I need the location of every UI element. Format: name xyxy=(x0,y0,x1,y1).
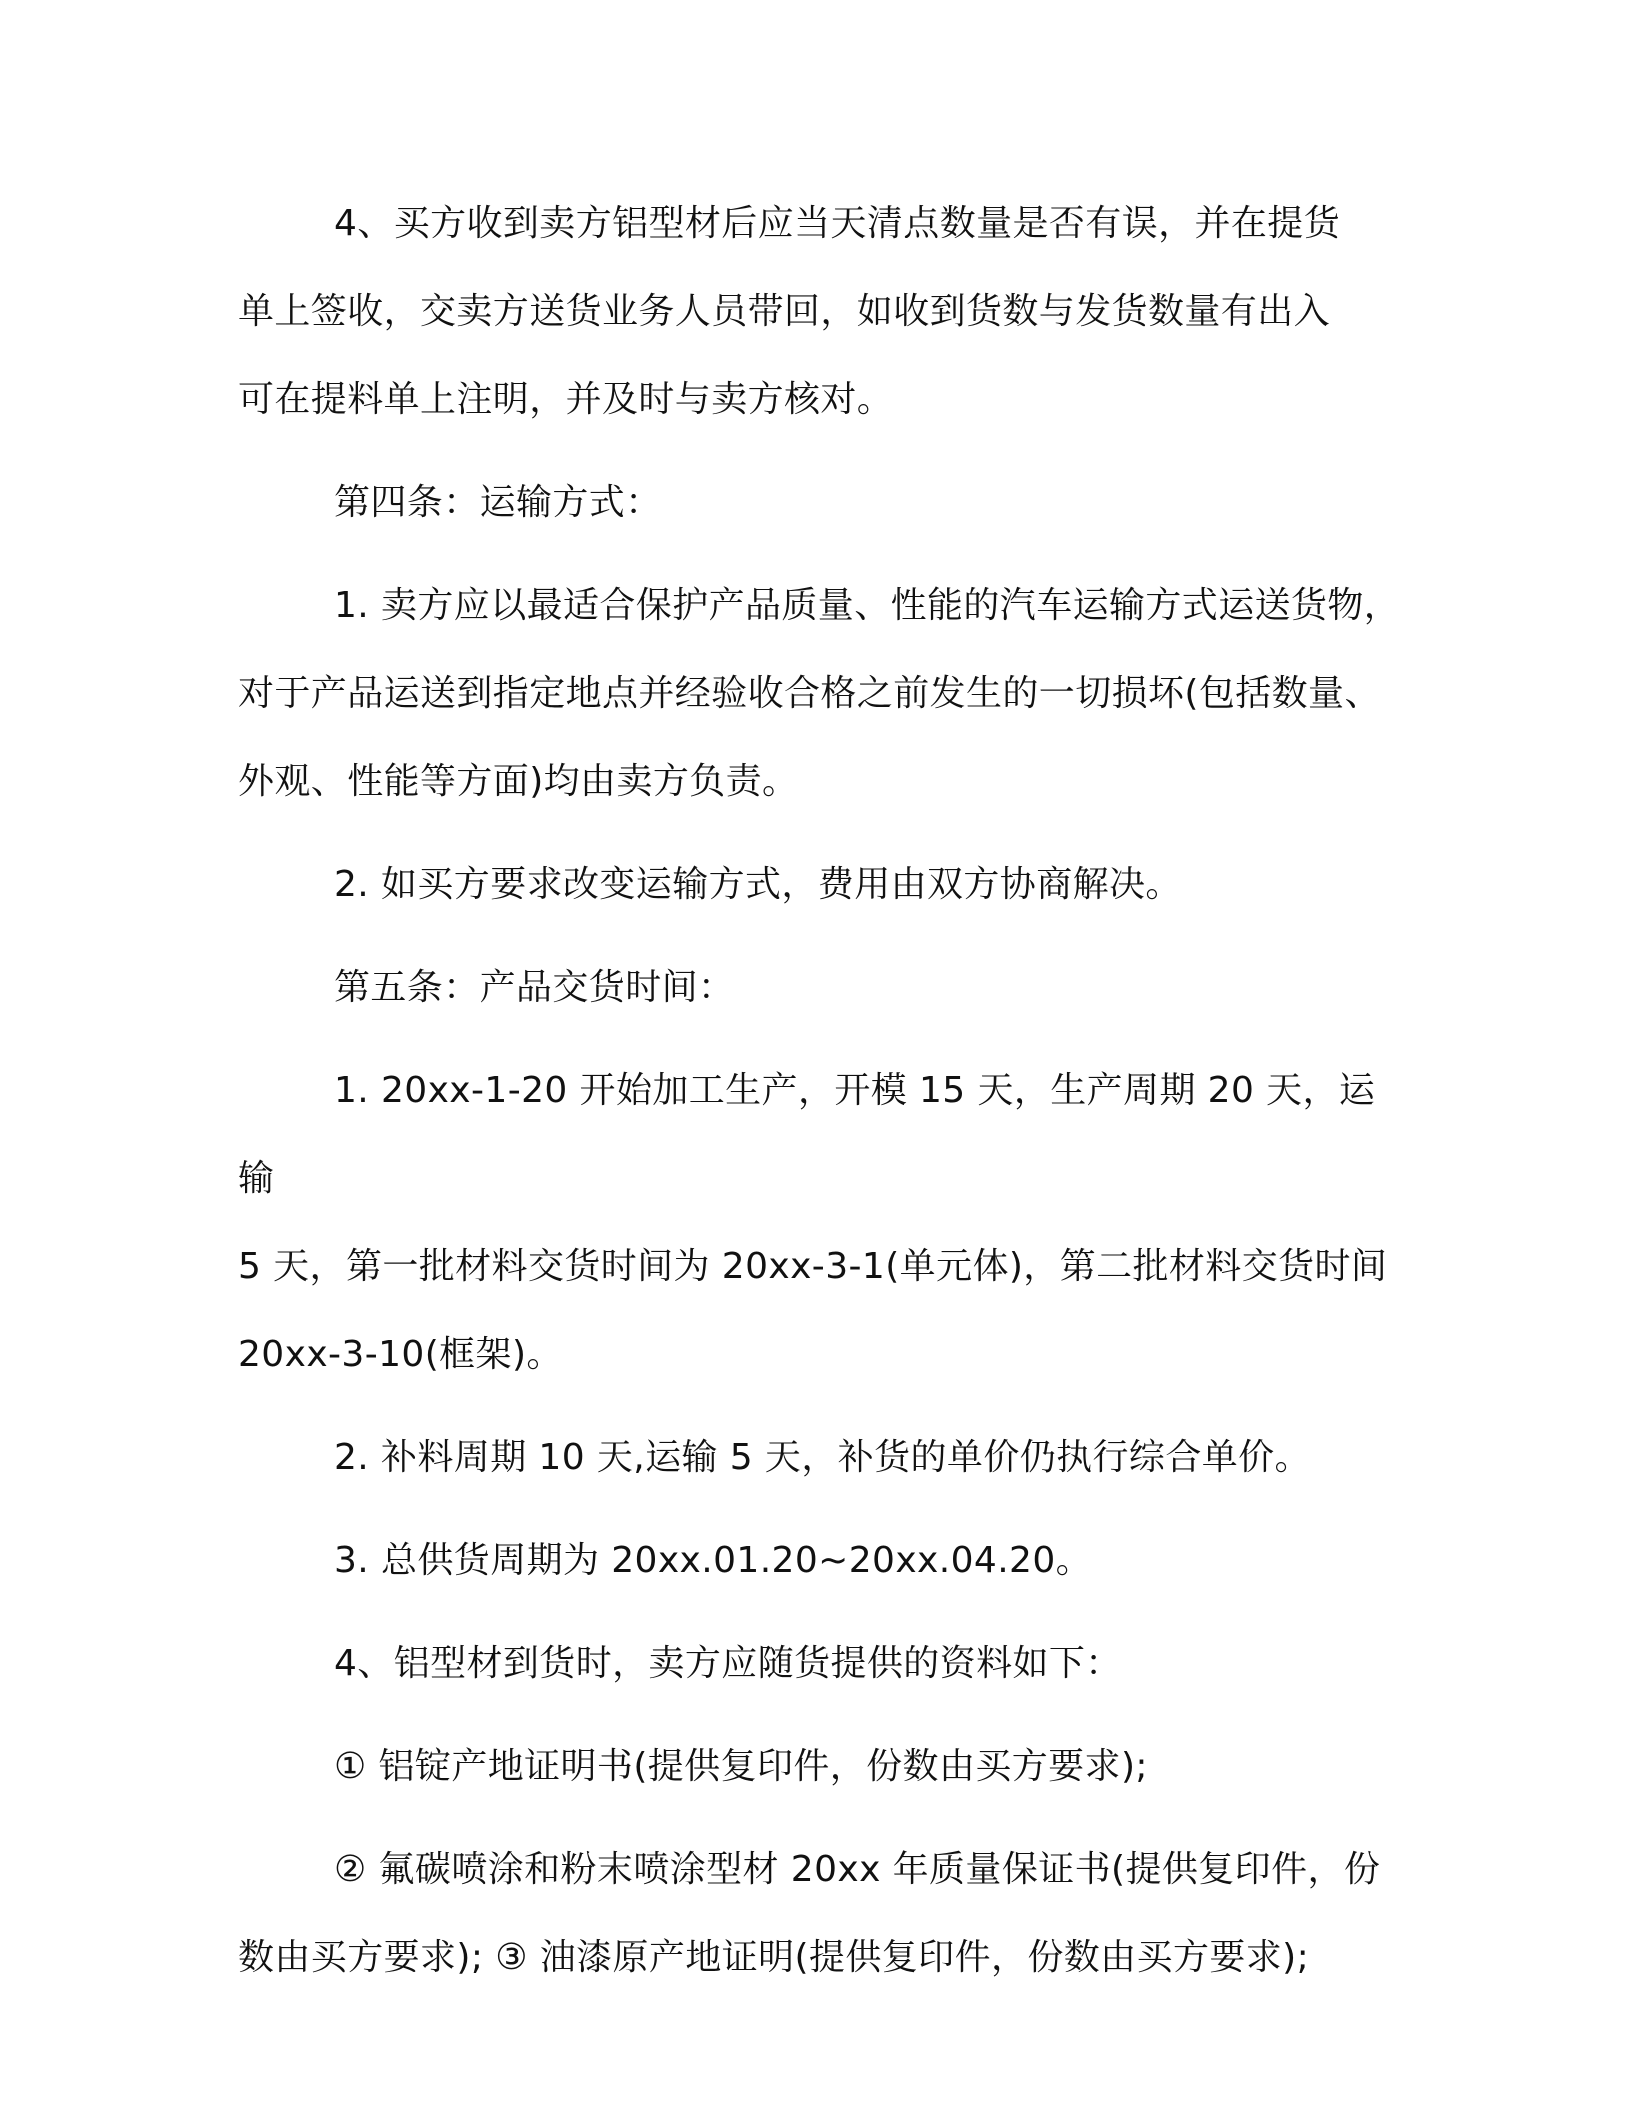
paragraph-delivery-4 xyxy=(238,1620,1408,1708)
text-line: 第四条：运输方式： xyxy=(334,482,662,523)
text-line: 4、买方收到卖方铝型材后应当天清点数量是否有误，并在提货 xyxy=(334,203,1341,244)
paragraph-delivery-1 xyxy=(238,1047,1408,1399)
text-line: ② 氟碳喷涂和粉末喷涂型材 20xx 年质量保证书(提供复印件，份 xyxy=(334,1849,1381,1890)
paragraph-transport-1 xyxy=(238,562,1408,826)
text-line: 4、铝型材到货时，卖方应随货提供的资料如下： xyxy=(334,1643,1122,1684)
paragraph-delivery-2 xyxy=(238,1414,1408,1502)
text-line: 20xx-3-10(框架)。 xyxy=(238,1334,563,1375)
text-line: ① 铝锭产地证明书(提供复印件，份数由买方要求); xyxy=(334,1746,1148,1787)
document-body xyxy=(238,180,1408,2017)
paragraph-delivery-3 xyxy=(238,1517,1408,1605)
text-line: 第五条：产品交货时间： xyxy=(334,967,735,1008)
text-line: 单上签收，交卖方送货业务人员带回，如收到货数与发货数量有出入 xyxy=(238,291,1331,332)
list-item-document-1 xyxy=(238,1723,1408,1811)
text-line: 5 天，第一批材料交货时间为 20xx-3-1(单元体)，第二批材料交货时间 xyxy=(238,1246,1388,1287)
text-line: 2. 补料周期 10 天,运输 5 天，补货的单价仍执行综合单价。 xyxy=(334,1437,1311,1478)
text-line: 1. 20xx-1-20 开始加工生产，开模 15 天，生产周期 20 天，运输 xyxy=(238,1070,1376,1199)
text-line: 2. 如买方要求改变运输方式，费用由双方协商解决。 xyxy=(334,864,1182,905)
list-item-document-2-3 xyxy=(238,1826,1408,2002)
text-line: 1. 卖方应以最适合保护产品质量、性能的汽车运输方式运送货物， xyxy=(334,585,1401,626)
text-line: 可在提料单上注明，并及时与卖方核对。 xyxy=(238,379,894,420)
paragraph-transport-2 xyxy=(238,841,1408,929)
paragraph-receipt-check xyxy=(238,180,1408,444)
text-line: 3. 总供货周期为 20xx.01.20~20xx.04.20。 xyxy=(334,1540,1093,1581)
section-heading-article-4 xyxy=(238,459,1408,547)
text-line: 外观、性能等方面)均由卖方负责。 xyxy=(238,761,799,802)
section-heading-article-5 xyxy=(238,944,1408,1032)
text-line: 数由买方要求); ③ 油漆原产地证明(提供复印件，份数由买方要求); xyxy=(238,1937,1310,1978)
text-line: 对于产品运送到指定地点并经验收合格之前发生的一切损坏(包括数量、 xyxy=(238,673,1381,714)
